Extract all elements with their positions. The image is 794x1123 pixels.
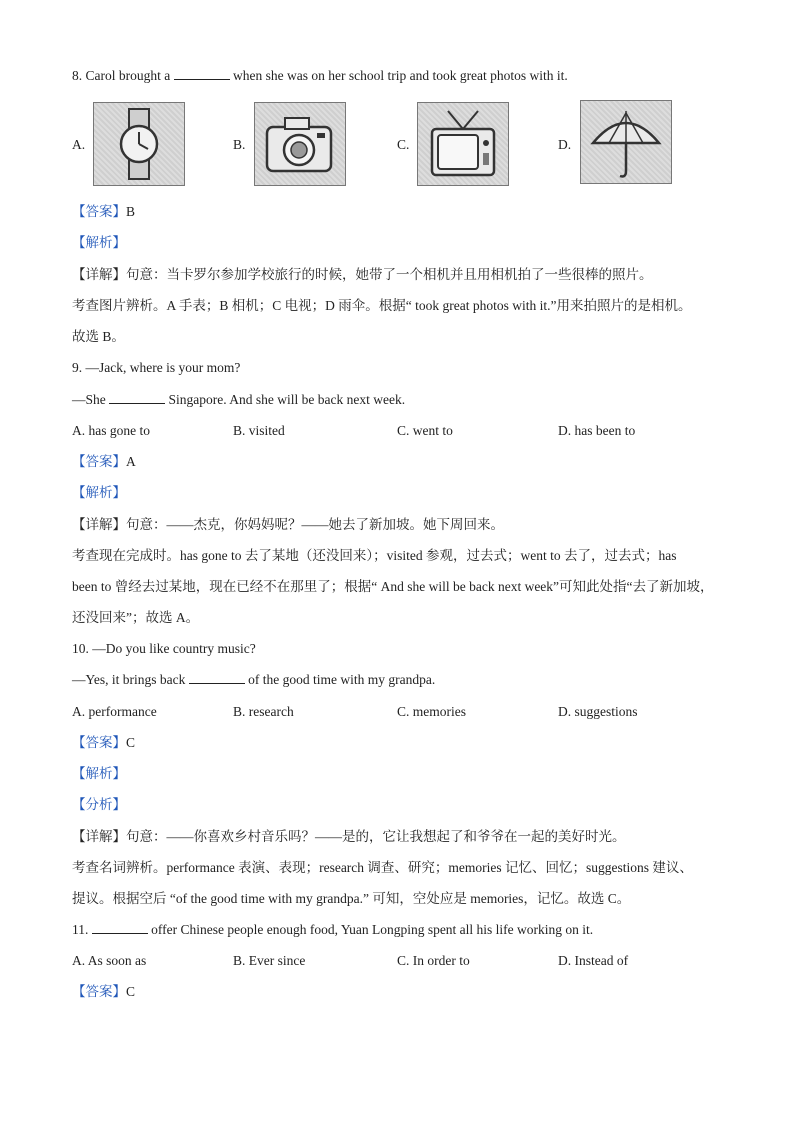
q11-option-a: A. As soon as [72,953,147,968]
q9-detail-1 [72,516,504,534]
q9-option-d: D. has been to [558,423,636,438]
q10-analysis-tag: 【解析】 [72,766,126,781]
q8-option-b-label: B. [233,137,246,152]
q9-detail-1-text: 句意：——杰克，你妈妈呢？——她去了新加坡。她下周回来。 [126,517,504,532]
q8-option-c-label: C. [397,137,410,152]
answer-tag: 【答案】 [72,204,126,219]
q10-answer-value: C [126,735,136,750]
q10-detail-2: 考查名词辨析。performance 表演、表现；research 调查、研究；memories 记忆、回忆；suggestions 建议、 [72,860,693,875]
q11-answer-value: C [126,984,136,999]
detail-tag: 【详解】 [72,267,126,282]
q11-stem-before: 11. [72,922,89,937]
q9-option-a: A. has gone to [72,423,150,438]
q9-reply-before: —She [72,392,106,407]
detail-tag: 【详解】 [72,829,126,844]
tv-icon [417,102,509,186]
q11-answer [72,983,135,1001]
q10-option-a: A. performance [72,704,157,719]
q8-blank [174,67,230,80]
q11-stem [72,921,593,939]
answer-tag: 【答案】 [72,454,126,469]
q8-answer [72,203,135,221]
q10-reply-before: —Yes, it brings back [72,672,186,687]
answer-tag: 【答案】 [72,984,126,999]
q8-stem-after: when she was on her school trip and took great photos with it. [232,68,568,83]
q8-stem-before: 8. Carol brought a [72,68,171,83]
q8-stem [72,67,568,85]
q10-option-c: C. memories [397,704,466,719]
q9-option-c: C. went to [397,423,453,438]
q8-detail-1-text: 句意：当卡罗尔参加学校旅行的时候，她带了一个相机并且用相机拍了一些很棒的照片。 [126,267,653,282]
q10-option-d: D. suggestions [558,704,638,719]
q8-detail-1 [72,266,653,284]
q11-stem-after: offer Chinese people enough food, Yuan Longping spent all his life working on it. [151,922,594,937]
q8-analysis-tag: 【解析】 [72,235,126,250]
q9-detail-3: been to 曾经去过某地，现在已经不在那里了；根据“ And she will be back next week”可知此处指“去了新加坡， [72,579,714,594]
q11-option-b: B. Ever since [233,953,306,968]
q10-blank [189,671,245,684]
answer-tag: 【答案】 [72,735,126,750]
q10-stem: 10. —Do you like country music? [72,641,256,656]
q8-detail-2: 考查图片辨析。A 手表；B 相机；C 电视；D 雨伞。根据“ took great photos with it.”用来拍照片的是相机。 [72,298,692,313]
q9-reply [72,391,405,409]
q9-reply-after: Singapore. And she will be back next week. [168,392,406,407]
q9-option-b: B. visited [233,423,285,438]
umbrella-icon [580,100,672,184]
q10-detail-1-text: 句意：——你喜欢乡村音乐吗？——是的，它让我想起了和爷爷在一起的美好时光。 [126,829,626,844]
detail-tag: 【详解】 [72,517,126,532]
q10-detail-3: 提议。根据空后 “of the good time with my grandpa.” 可知，空处应是 memories，记忆。故选 C。 [72,891,631,906]
q9-detail-4: 还没回来”；故选 A。 [72,610,200,625]
q9-answer [72,453,136,471]
q11-option-c: C. In order to [397,953,470,968]
q10-answer [72,734,135,752]
q8-option-a-label: A. [72,137,86,152]
q9-answer-value: A [126,454,136,469]
q10-reply [72,671,435,689]
q9-blank [109,391,165,404]
watch-icon [93,102,185,186]
camera-icon [254,102,346,186]
q9-analysis-tag: 【解析】 [72,485,126,500]
q10-reply-after: of the good time with my grandpa. [248,672,436,687]
q10-option-b: B. research [233,704,294,719]
q8-answer-value: B [126,204,136,219]
q9-stem: 9. —Jack, where is your mom? [72,360,241,375]
q8-option-d-label: D. [558,137,572,152]
q9-detail-2: 考查现在完成时。has gone to 去了某地（还没回来）；visited 参观，过去式；went to 去了，过去式；has [72,548,677,563]
q10-fenxi-tag: 【分析】 [72,797,126,812]
q8-detail-3: 故选 B。 [72,329,125,344]
q11-blank [92,921,148,934]
q10-detail-1 [72,828,626,846]
q11-option-d: D. Instead of [558,953,629,968]
